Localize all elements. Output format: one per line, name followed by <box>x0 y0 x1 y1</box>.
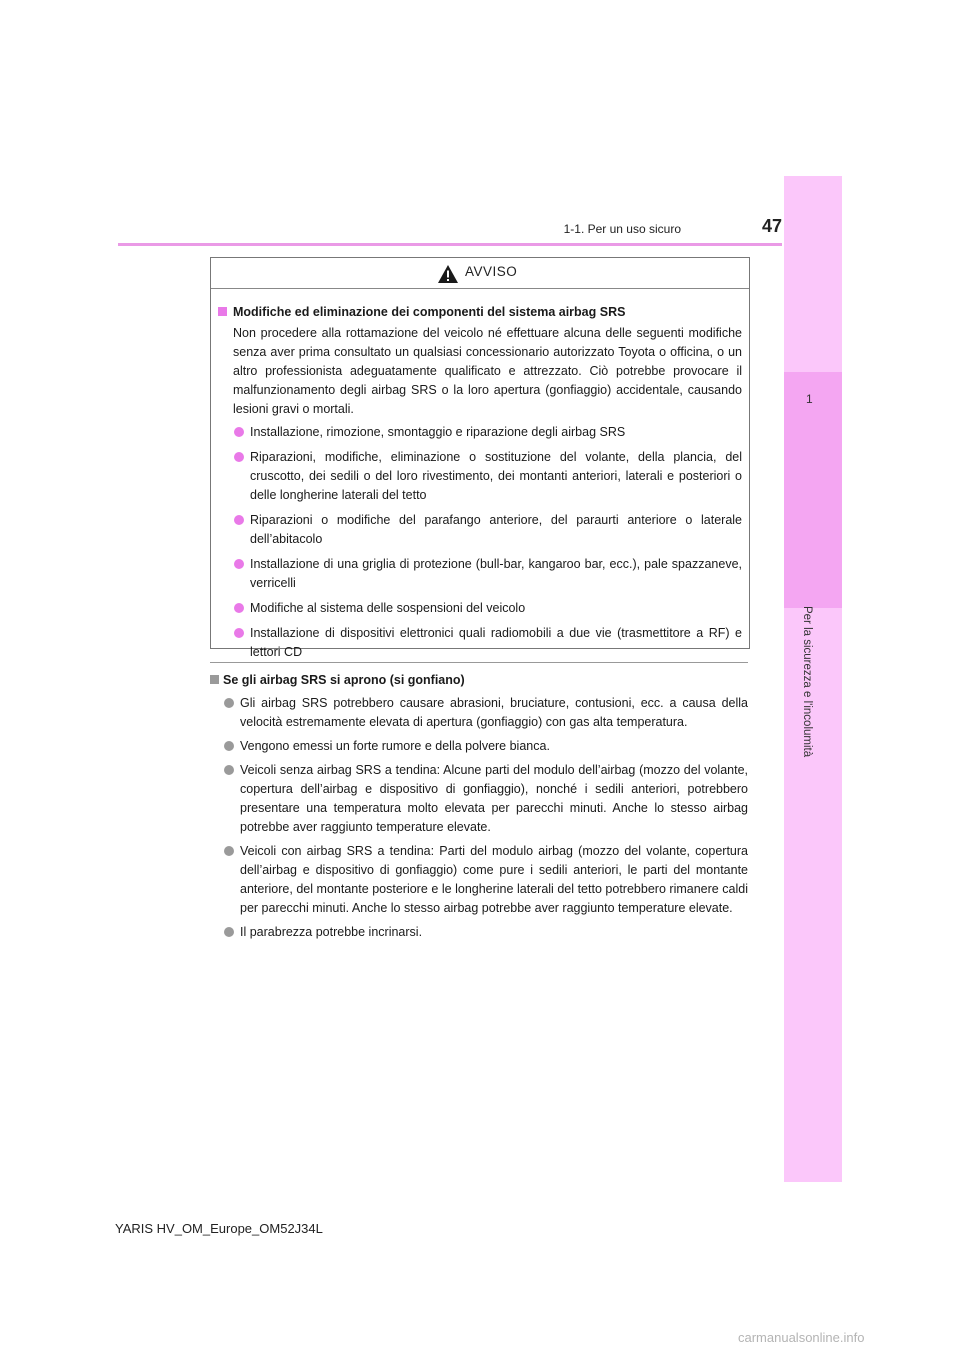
list-item <box>210 737 748 756</box>
warning-triangle-icon <box>437 264 459 284</box>
chapter-tab-highlight <box>784 372 842 608</box>
square-bullet-icon <box>210 675 219 684</box>
page-number: 47 <box>761 216 782 236</box>
header-rule <box>118 243 782 246</box>
list-item-text: Riparazioni, modifiche, eliminazione o sostituzione del volante, della plancia, del cruscotto, dei sedili o del loro rivestimento, dei montanti anteriori, laterali e posteriori o delle longherine laterali del tetto <box>250 450 742 502</box>
list-item <box>218 624 742 662</box>
warning-intro: Non procedere alla rottamazione del veicolo né effettuare alcuna delle seguenti modifiche senza aver prima consultato un qualsiasi concessionario autorizzato Toyota o officina, o un altro professionista adeguatamente qualificato e attrezzato. Ciò potrebbe provocare il malfunzionamento degli airbag SRS o la loro apertura (gonfiaggio) accidentale, causando lesioni gravi o mortali. <box>233 326 742 416</box>
list-item-text: Gli airbag SRS potrebbero causare abrasioni, bruciature, contusioni, ecc. a causa della velocità estremamente elevata di apertura (gonfiaggio) con gas alta temperatura. <box>240 696 748 729</box>
square-bullet-icon <box>218 307 227 316</box>
watermark: carmanualsonline.info <box>738 1330 865 1345</box>
info-list <box>210 694 748 942</box>
footer-doc-code: YARIS HV_OM_Europe_OM52J34L <box>115 1221 323 1236</box>
bullet-dot-icon <box>234 427 244 437</box>
list-item-text: Installazione di una griglia di protezione (bull-bar, kangaroo bar, ecc.), pale spazzaneve, verricelli <box>250 557 742 590</box>
bullet-dot-icon <box>234 452 244 462</box>
bullet-dot-icon <box>224 698 234 708</box>
list-item-text: Riparazioni o modifiche del parafango anteriore, del paraurti anteriore o laterale dell’abitacolo <box>250 513 742 546</box>
list-item-text: Vengono emessi un forte rumore e della polvere bianca. <box>240 739 550 753</box>
warning-label: AVVISO <box>465 264 518 279</box>
warning-box <box>210 257 750 659</box>
bullet-dot-icon <box>224 846 234 856</box>
list-item <box>218 555 742 593</box>
warning-heading-text: Modifiche ed eliminazione dei componenti del sistema airbag SRS <box>233 305 626 319</box>
list-item <box>210 923 748 942</box>
warning-list <box>218 423 742 662</box>
info-section <box>210 662 748 947</box>
list-item <box>210 694 748 732</box>
bullet-dot-icon <box>224 765 234 775</box>
bullet-dot-icon <box>224 927 234 937</box>
bullet-dot-icon <box>234 515 244 525</box>
list-item <box>210 761 748 837</box>
chapter-side-tab <box>784 176 842 1182</box>
list-item-text: Veicoli senza airbag SRS a tendina: Alcune parti del modulo dell’airbag (mozzo del volante, copertura dell’airbag e dispositivo di gonfiaggio), nonché i sedili anteriori, potrebbero presentare una temperatura molto elevata per parecchi minuti. Anche lo stesso airbag potrebbe aver raggiunto temperature elevate. <box>240 763 748 834</box>
bullet-dot-icon <box>224 741 234 751</box>
list-item-text: Installazione, rimozione, smontaggio e riparazione degli airbag SRS <box>250 425 626 439</box>
info-section-heading <box>210 671 748 689</box>
page-header <box>118 218 782 248</box>
list-item <box>218 448 742 505</box>
header-section-title: 1-1. Per un uso sicuro <box>563 222 681 236</box>
list-item <box>218 423 742 442</box>
list-item-text: Il parabrezza potrebbe incrinarsi. <box>240 925 423 939</box>
warning-header <box>211 258 749 289</box>
list-item <box>218 511 742 549</box>
list-item <box>218 599 742 618</box>
bullet-dot-icon <box>234 603 244 613</box>
warning-section-heading <box>218 303 742 321</box>
info-heading-text: Se gli airbag SRS si aprono (si gonfiano) <box>223 673 465 687</box>
chapter-number: 1 <box>806 392 813 406</box>
list-item <box>210 842 748 918</box>
bullet-dot-icon <box>234 559 244 569</box>
warning-body <box>211 289 749 662</box>
bullet-dot-icon <box>234 628 244 638</box>
chapter-title: Per la sicurezza e l'incolumità <box>801 606 813 758</box>
list-item-text: Veicoli con airbag SRS a tendina: Parti del modulo airbag (mozzo del volante, copertura dell’airbag e dispositivo di gonfiaggio) come pure i sedili anteriori, le parti del montante anteriore, del montante posteriore e le longherine laterali del tetto potrebbero rimanere caldi per parecchi minuti. Anche lo stesso airbag potrebbe aver raggiunto temperature elevate. <box>240 844 748 915</box>
list-item-text: Modifiche al sistema delle sospensioni del veicolo <box>250 601 526 615</box>
list-item-text: Installazione di dispositivi elettronici quali radiomobili a due vie (trasmettitore a RF) e lettori CD <box>250 626 742 659</box>
